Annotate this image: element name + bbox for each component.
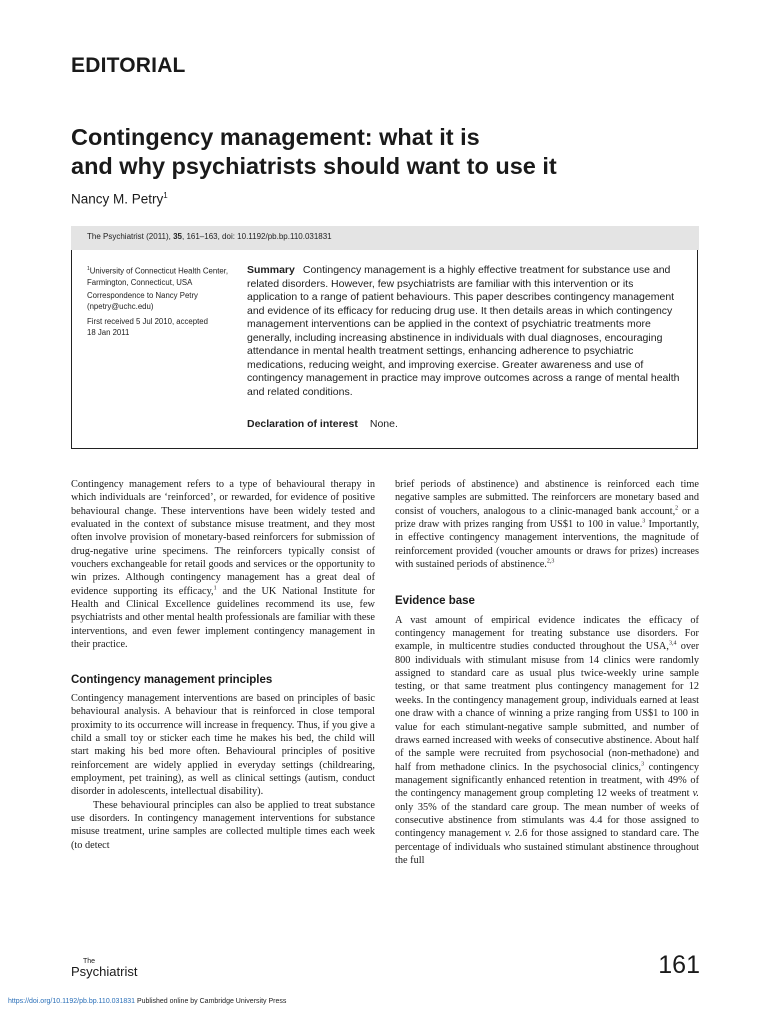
text-run: contingency management significantly enhanced retention in treatment, with 49% of the contingency management group completing 12 weeks of treatment bbox=[395, 761, 699, 800]
paragraph: These behavioural principles can also be applied to treat substance use disorders. In contingency management interventions for substance misuse treatment, urine samples are collected multiple times each week (to detect bbox=[71, 799, 375, 851]
page-number: 161 bbox=[658, 951, 700, 979]
correspondence-line-1: Correspondence to Nancy Petry bbox=[87, 291, 198, 300]
summary bbox=[247, 264, 685, 399]
affiliation bbox=[87, 264, 247, 288]
reference-marker[interactable]: 2,3 bbox=[546, 558, 555, 565]
paragraph bbox=[395, 478, 699, 571]
declaration-label: Declaration of interest bbox=[247, 418, 358, 430]
heading-evidence: Evidence base bbox=[395, 595, 475, 608]
declaration-of-interest bbox=[247, 418, 398, 430]
text-run: 2.6 for those assigned to standard care. The percentage of individuals who sustained stimulant abstinence throughout the full bbox=[395, 828, 699, 866]
received-line-2: 18 Jan 2011 bbox=[87, 328, 130, 338]
paragraph: Contingency management interventions are based on principles of basic behavioural analysis. A behaviour that is reinforced in close temporal proximity to its occurrence will increase in frequency. Thus, if you give a child a small toy or sticker each time he makes his bed, the child will start making his bed more often. Behavioural principles of positive reinforcement are widely applied in everyday settings (childrearing, employment, pet training), as well as clinical settings (autism, conduct disorder in adolescents, intellectual disability). bbox=[71, 692, 375, 798]
footer-published-text: Published online by Cambridge University Press bbox=[135, 998, 287, 1005]
text-run: A vast amount of empirical evidence indicates the efficacy of contingency management for treating substance use disorders. For example, in multicentre studies conducted throughout the USA, bbox=[395, 614, 699, 653]
reference-marker[interactable]: 3 bbox=[642, 518, 646, 525]
citation-line bbox=[87, 232, 332, 241]
article-info-box bbox=[71, 250, 698, 449]
text-run: brief periods of abstinence) and abstinence is reinforced each time negative samples are submitted. The reinforcers are monetary based and consist of vouchers, analogous to a clinic-managed bank account, bbox=[395, 479, 699, 517]
reference-marker[interactable]: 2 bbox=[675, 505, 679, 512]
paragraph bbox=[71, 478, 375, 651]
author-affiliation-marker: 1 bbox=[163, 191, 168, 200]
section-label: EDITORIAL bbox=[71, 54, 186, 77]
heading-principles: Contingency management principles bbox=[71, 674, 273, 687]
body-column-left bbox=[71, 478, 375, 852]
text-run: v. bbox=[692, 788, 699, 800]
text-run: only 35% of the standard care group. The mean number of weeks of consecutive abstinence from stimulants was 4.4 for those assigned to contingency management bbox=[395, 801, 699, 840]
text-run: Importantly, in effective contingency management interventions, the magnitude of reinforcement provided (voucher amounts or draws for prizes) increases with sustained periods of abstinence. bbox=[395, 519, 700, 571]
text-run: or a prize draw with prizes ranging from US$1 to 100 in value. bbox=[395, 505, 700, 531]
article-title bbox=[71, 123, 711, 181]
text-run: Contingency management refers to a type of behavioural therapy in which individuals are ‘reinforced’, or rewarded, for evidence of positive behavioural change. These interventions have been widely tested and evaluated in the context of substance misuse treatment, and they most often involve provision of monetary-based reinforcers for submission of drug-negative urine specimens. The reinforcers typically consist of vouchers exchangeable for retail goods and services or the opportunity to win prizes. Although contingency management has a great deal of evidence supporting its efficacy, bbox=[71, 479, 375, 597]
received-line-1: First received 5 Jul 2010, accepted bbox=[87, 317, 208, 326]
summary-text: Contingency management is a highly effective treatment for substance use and related disorders. However, few psychiatrists are familiar with this intervention or its application to a range of patient behaviours. This paper describes contingency management and evidence of its efficacy for reducing drug use. It then details areas in which contingency management interventions can be applied in the context of psychiatric treatments more generally, including increasing abstinence in individuals with dual diagnoses, encouraging attendance in mental health treatment settings, enhancing adherence to psychiatric medications, reducing weight, and improving exercise. Greater awareness and use of contingency management in practice may improve outcomes across a range of mental health and related conditions. bbox=[247, 264, 680, 398]
correspondence-email[interactable]: (npetry@uchc.edu) bbox=[87, 302, 154, 312]
declaration-value: None. bbox=[369, 418, 398, 430]
title-line-1: Contingency management: what it is bbox=[71, 124, 480, 150]
footer-published-line bbox=[8, 998, 286, 1005]
citation-prefix: The Psychiatrist (2011), bbox=[87, 232, 174, 241]
body-column-right bbox=[395, 478, 699, 867]
text-run: v. bbox=[504, 828, 512, 840]
author-text: Nancy M. Petry bbox=[71, 191, 164, 207]
reference-marker[interactable]: 1 bbox=[213, 585, 217, 592]
correspondence bbox=[87, 290, 247, 313]
paragraph bbox=[395, 614, 699, 868]
citation-suffix: , 161–163, doi: 10.1192/pb.bp.110.031831 bbox=[182, 232, 332, 241]
reference-marker[interactable]: 3,4 bbox=[668, 641, 677, 648]
author-name bbox=[71, 191, 168, 207]
reference-marker[interactable]: 3 bbox=[641, 761, 645, 768]
text-run: over 800 individuals with stimulant misuse from 14 clinics were randomly assigned to standard care as usual plus twice-weekly urine sample testing, or that same treatment plus contingency management for 12 weeks. In the contingency management group, individuals earned at least one draw with a chance of winning a prize ranging from US$1 to 100 in value for each stimulant-negative sample submitted, and number of draws earned increased with weeks of consecutive abstinence. About half of the sample were recruited from psychosocial (non-methadone) and half from methadone clinics. In the psychosocial clinics, bbox=[395, 641, 699, 773]
footer-doi-link[interactable]: https://doi.org/10.1192/pb.bp.110.031831 bbox=[8, 998, 136, 1005]
citation-volume: 35 bbox=[173, 232, 183, 241]
title-line-2: and why psychiatrists should want to use it bbox=[71, 153, 557, 179]
affiliation-marker: 1 bbox=[87, 266, 90, 272]
text-run: and the UK National Institute for Health and Clinical Excellence guidelines recommend its use, few psychiatrists and other mental health professionals are familiar with these interventions, and even fewer implement contingency management in their practice. bbox=[71, 585, 375, 651]
affiliation-text: University of Connecticut Health Center, Farmington, Connecticut, USA bbox=[87, 266, 229, 287]
summary-label: Summary bbox=[247, 264, 295, 276]
logo-the: The bbox=[83, 958, 96, 965]
logo-name: Psychiatrist bbox=[71, 964, 138, 979]
citation-bar bbox=[71, 226, 699, 250]
received-dates bbox=[87, 316, 247, 339]
